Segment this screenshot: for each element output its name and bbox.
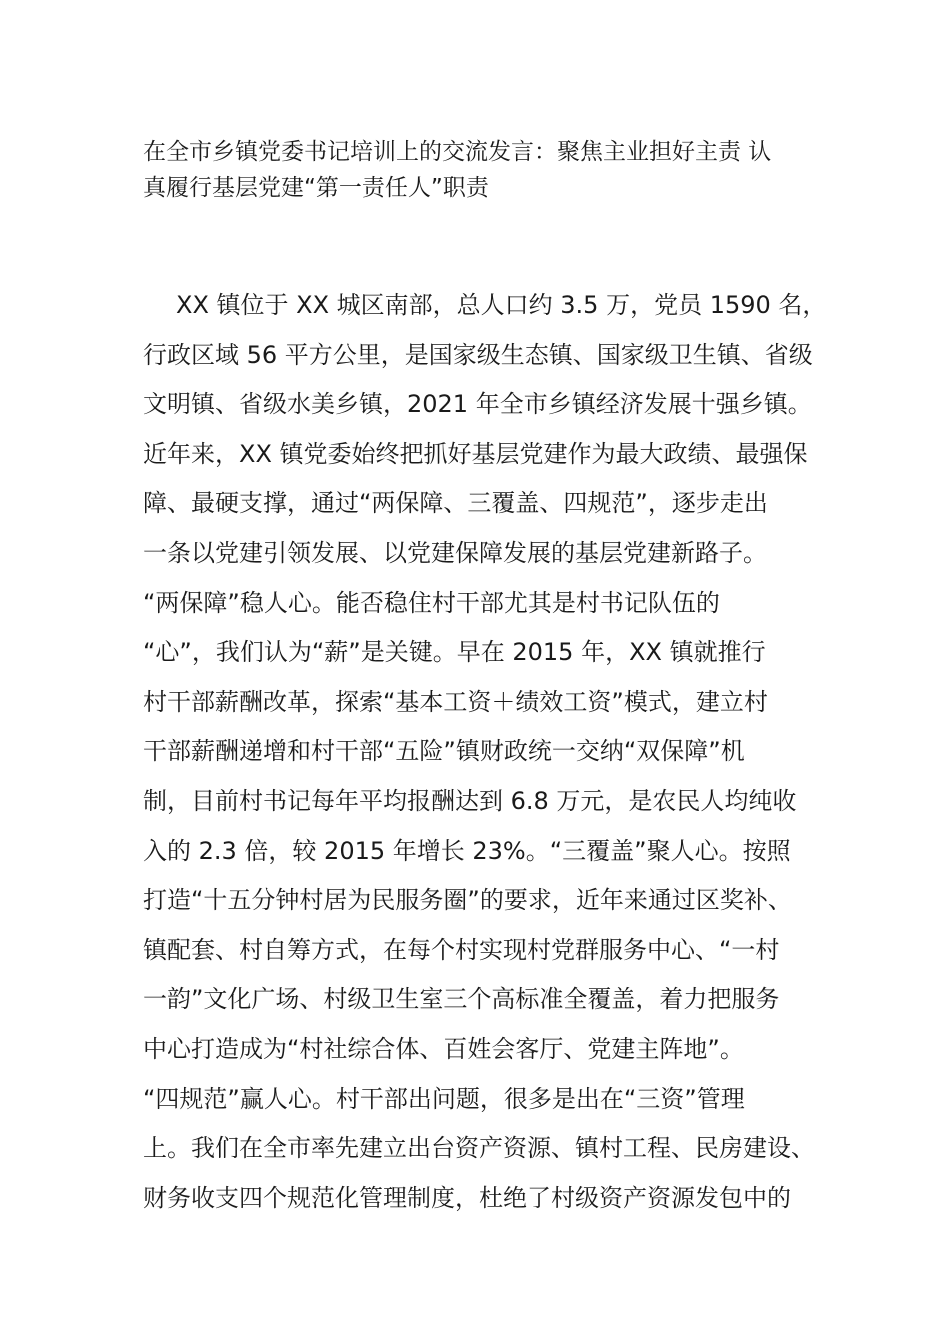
document-body — [143, 281, 827, 1223]
body-line: 文明镇、省级水美乡镇，2021 年全市乡镇经济发展十强乡镇。 — [143, 390, 812, 419]
title-line: 在全市乡镇党委书记培训上的交流发言：聚焦主业担好主责 认 — [143, 139, 772, 165]
title-line: 真履行基层党建“第一责任人”职责 — [143, 175, 489, 201]
body-line: 干部薪酬递增和村干部“五险”镇财政统一交纳“双保障”机 — [143, 737, 745, 766]
body-line: XX 镇位于 XX 城区南部，总人口约 3.5 万，党员 1590 名， — [176, 291, 827, 319]
body-line: 行政区域 56 平方公里，是国家级生态镇、国家级卫生镇、省级 — [143, 340, 813, 369]
body-line: 障、最硬支撑，通过“两保障、三覆盖、四规范”，逐步走出 — [143, 489, 768, 518]
body-line: 制，目前村书记每年平均报酬达到 6.8 万元，是农民人均纯收 — [143, 786, 797, 815]
body-line: 村干部薪酬改革，探索“基本工资＋绩效工资”模式，建立村 — [143, 687, 768, 716]
body-line: 一韵”文化广场、村级卫生室三个高标准全覆盖，着力把服务 — [143, 985, 780, 1014]
body-line: 中心打造成为“村社综合体、百姓会客厅、党建主阵地”。 — [143, 1034, 744, 1063]
body-line: 打造“十五分钟村居为民服务圈”的要求，近年来通过区奖补、 — [143, 886, 792, 915]
body-line: 近年来，XX 镇党委始终把抓好基层党建作为最大政绩、最强保 — [143, 439, 808, 468]
body-line: 财务收支四个规范化管理制度，杜绝了村级资产资源发包中的 — [143, 1183, 791, 1212]
body-line: 一条以党建引领发展、以党建保障发展的基层党建新路子。 — [143, 538, 767, 567]
body-line: “四规范”赢人心。村干部出问题，很多是出在“三资”管理 — [143, 1084, 745, 1113]
body-line: “两保障”稳人心。能否稳住村干部尤其是村书记队伍的 — [143, 588, 720, 617]
body-line: 上。我们在全市率先建立出台资产资源、镇村工程、民房建设、 — [143, 1134, 815, 1163]
body-line: 镇配套、村自筹方式，在每个村实现村党群服务中心、“一村 — [143, 935, 780, 964]
body-line: “心”，我们认为“薪”是关键。早在 2015 年，XX 镇就推行 — [143, 638, 766, 667]
document-title — [143, 134, 823, 206]
body-line: 入的 2.3 倍，较 2015 年增长 23%。“三覆盖”聚人心。按照 — [143, 836, 791, 865]
